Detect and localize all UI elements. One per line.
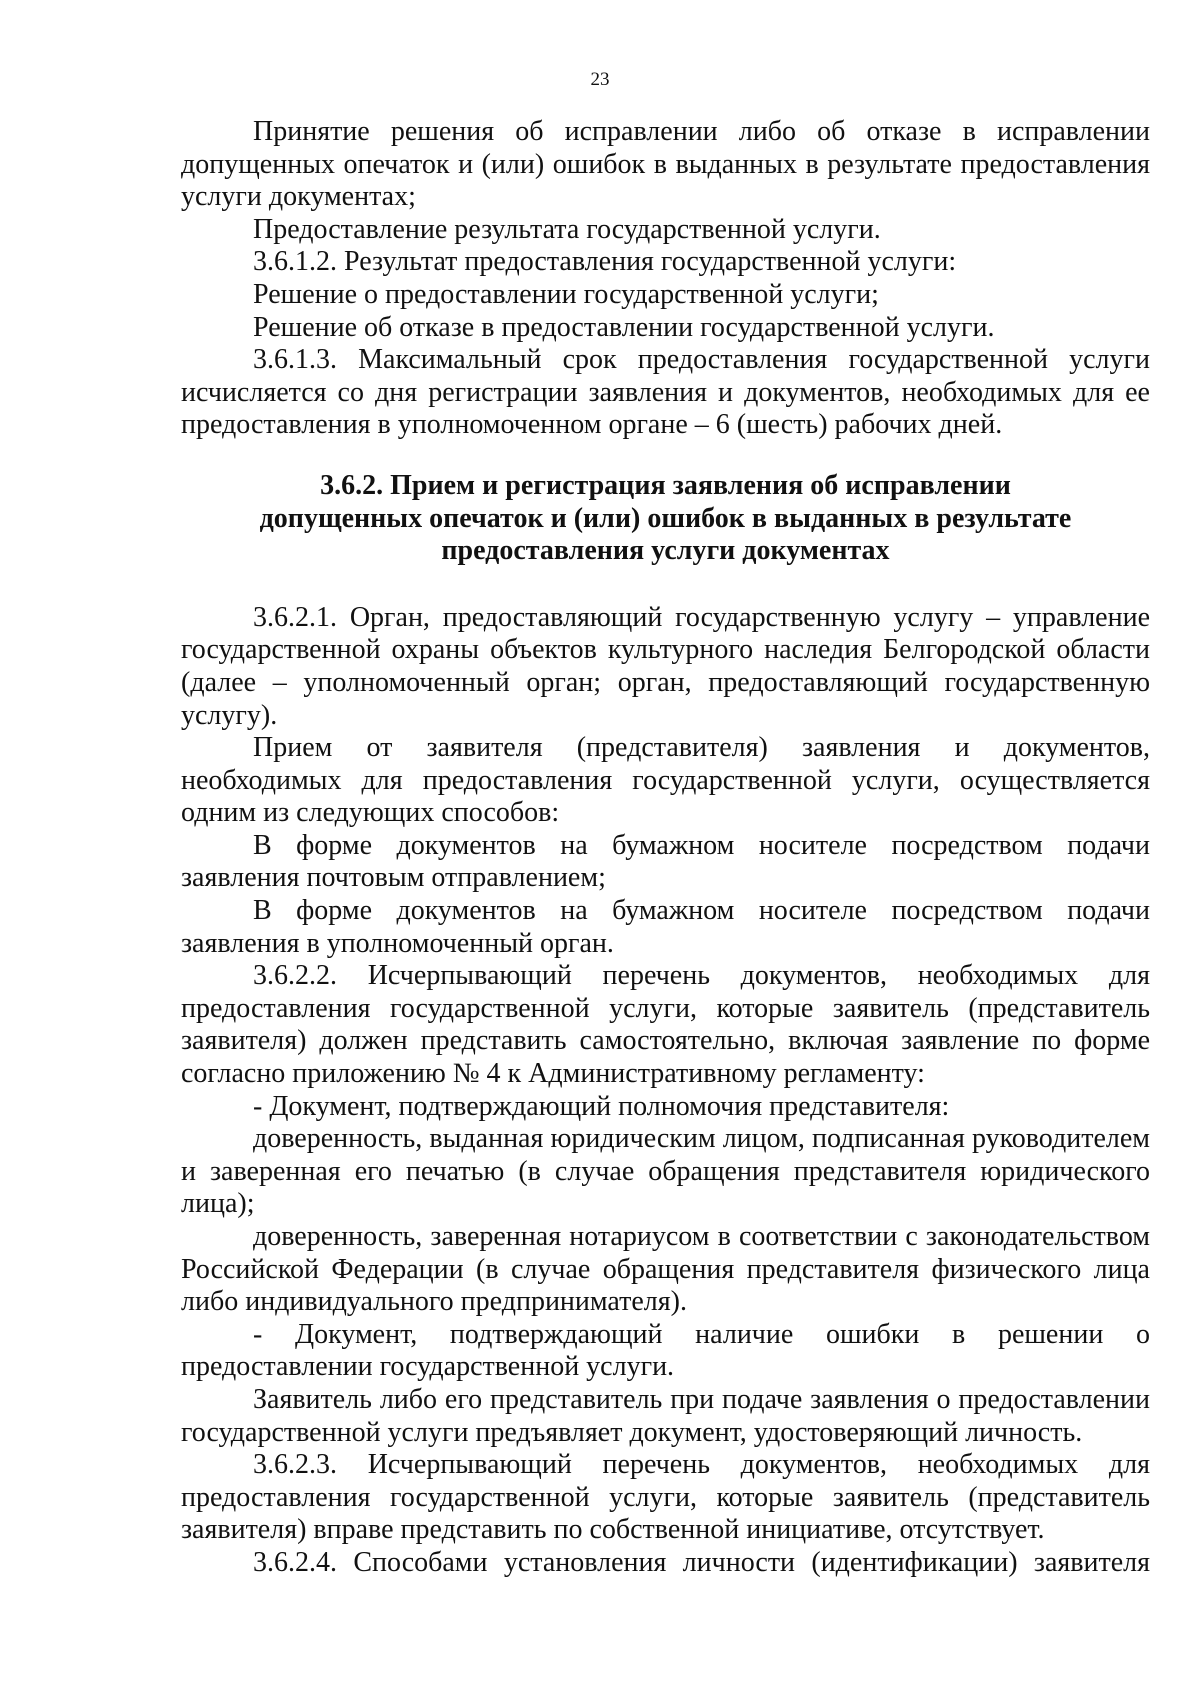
paragraph: Решение об отказе в предоставлении государственной услуги. <box>253 311 995 343</box>
paragraph: Предоставление результата государственной услуги. <box>253 213 881 245</box>
paragraph: Решение о предоставлении государственной услуги; <box>253 278 879 310</box>
paragraph: 3.6.1.3. Максимальный срок предоставления государственной услуги исчисляется со дня регистрации заявления и документов, необходимых для ее предоставления в уполномоченном органе – 6 (шесть) рабочих дней. <box>181 344 1150 441</box>
paragraph: доверенность, выданная юридическим лицом, подписанная руководителем и заверенная его печатью (в случае обращения представителя юридического лица); <box>181 1123 1150 1220</box>
paragraph: 3.6.2.3. Исчерпывающий перечень документов, необходимых для предоставления государственной услуги, которые заявитель (представитель заявителя) вправе представить по собственной инициативе, отсутствует. <box>181 1449 1150 1546</box>
paragraph: 3.6.2.1. Орган, предоставляющий государственную услугу – управление государственной охраны объектов культурного наследия Белгородской области (далее – уполномоченный орган; орган, предоставляющий государственную услугу). <box>181 601 1150 731</box>
paragraph: 3.6.1.2. Результат предоставления государственной услуги: <box>253 246 957 278</box>
page-number: 23 <box>590 69 610 90</box>
paragraph: - Документ, подтверждающий полномочия представителя: <box>253 1090 950 1122</box>
paragraph: В форме документов на бумажном носителе посредством подачи заявления почтовым отправлением; <box>181 829 1150 894</box>
document-body <box>181 116 1150 1580</box>
paragraph: 3.6.2.2. Исчерпывающий перечень документов, необходимых для предоставления государственной услуги, которые заявитель (представитель заявителя) должен представить самостоятельно, включая заявление по форме согласно приложению № 4 к Административному регламенту: <box>181 960 1150 1090</box>
heading-line: 3.6.2. Прием и регистрация заявления об исправлении <box>320 469 1011 501</box>
paragraph: Заявитель либо его представитель при подаче заявления о предоставлении государственной услуги предъявляет документ, удостоверяющий личность. <box>181 1383 1150 1448</box>
paragraph: Прием от заявителя (представителя) заявления и документов, необходимых для предоставления государственной услуги, осуществляется одним из следующих способов: <box>181 732 1150 829</box>
heading-line: предоставления услуги документах <box>441 535 890 567</box>
heading-line: допущенных опечаток и (или) ошибок в выданных в результате <box>259 502 1072 534</box>
paragraph: Принятие решения об исправлении либо об отказе в исправлении допущенных опечаток и (или) ошибок в выданных в результате предоставления услуги документах; <box>181 116 1150 213</box>
section-heading <box>181 470 1150 568</box>
paragraph: доверенность, заверенная нотариусом в соответствии с законодательством Российской Федерации (в случае обращения представителя физического лица либо индивидуального предпринимателя). <box>181 1221 1150 1318</box>
paragraph: 3.6.2.4. Способами установления личности (идентификации) заявителя <box>253 1546 1150 1578</box>
paragraph: В форме документов на бумажном носителе посредством подачи заявления в уполномоченный орган. <box>181 895 1150 959</box>
paragraph: - Документ, подтверждающий наличие ошибки в решении о предоставлении государственной услуги. <box>181 1318 1150 1383</box>
